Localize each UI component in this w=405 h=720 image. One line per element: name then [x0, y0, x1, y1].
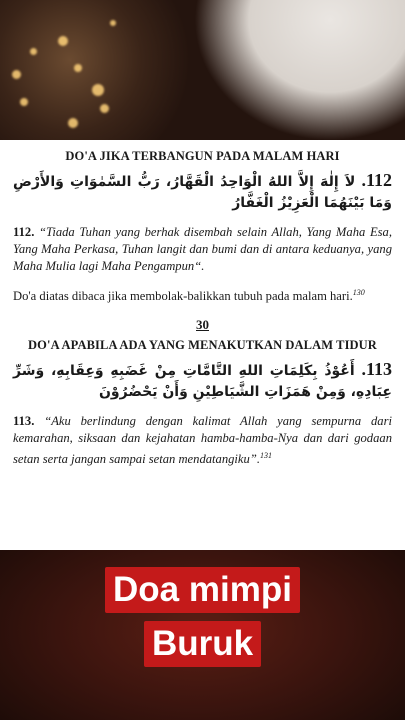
section-heading: DO'A JIKA TERBANGUN PADA MALAM HARI: [65, 149, 340, 163]
translation-text: “Aku berlindung dengan kalimat Allah yang sempurna dari kemarahan, siksaan dan kejahatan hamba-hamba-Nya dan dari godaan setan serta jangan sampai setan mendatangiku”.: [13, 414, 392, 467]
bokeh-light: [100, 104, 109, 113]
translation-number: 113.: [13, 414, 35, 429]
bokeh-light: [92, 84, 104, 96]
translation-number: 112.: [13, 225, 35, 239]
caption-line-1: [0, 567, 405, 613]
background-photo: [0, 0, 405, 140]
prayer-number: 113.: [361, 359, 392, 380]
document-page: [0, 140, 405, 550]
footnote-ref: 131: [259, 451, 272, 461]
prayer-number: 112.: [361, 170, 392, 190]
arabic-prayer: [13, 359, 392, 403]
caption-line-2: [0, 621, 405, 667]
chapter-number: 30: [196, 317, 209, 333]
caption-text: Buruk: [144, 621, 261, 667]
translation-text: “Tiada Tuhan yang berhak disembah selain Allah, Yang Maha Esa, Yang Maha Perkasa, Tuhan langit dan bumi dan di antara keduanya, yang Maha Mulia lagi Maha Pengampun“.: [13, 225, 392, 273]
bokeh-light: [110, 20, 116, 26]
bokeh-light: [20, 98, 28, 106]
bokeh-light: [30, 48, 37, 55]
note-text: Do'a diatas dibaca jika membolak-balikkan tubuh pada malam hari.: [13, 289, 353, 304]
bokeh-light: [58, 36, 68, 46]
usage-note: [13, 284, 392, 305]
arabic-text: لاَ إِلٰهَ إِلاَّ اللهُ الْوَاحِدُ الْقَهَّارُ، رَبُّ السَّمٰوَاتِ وَالأَرْضِ وَمَا بَيْنَهُمَا الْعَزِيْزُ الْغَفَّارُ: [13, 174, 392, 211]
footnote-ref: 130: [352, 288, 365, 297]
arabic-prayer: [13, 170, 392, 214]
section-heading: DO'A APABILA ADA YANG MENAKUTKAN DALAM TIDUR: [28, 338, 377, 353]
translation: [13, 413, 392, 468]
translation: [13, 224, 392, 275]
bokeh-light: [68, 118, 78, 128]
bokeh-light: [12, 70, 21, 79]
caption-text: Doa mimpi: [105, 567, 300, 613]
arabic-text: أَعُوْذُ بِكَلِمَاتِ اللهِ التَّامَّاتِ مِنْ غَضَبِهِ وَعِقَابِهِ، وَشَرِّ عِبَادِهِ، وَمِنْ هَمَزَاتِ الشَّيَاطِيْنِ وَأَنْ يَحْضُرُوْنَ: [13, 363, 392, 401]
bokeh-light: [74, 64, 82, 72]
